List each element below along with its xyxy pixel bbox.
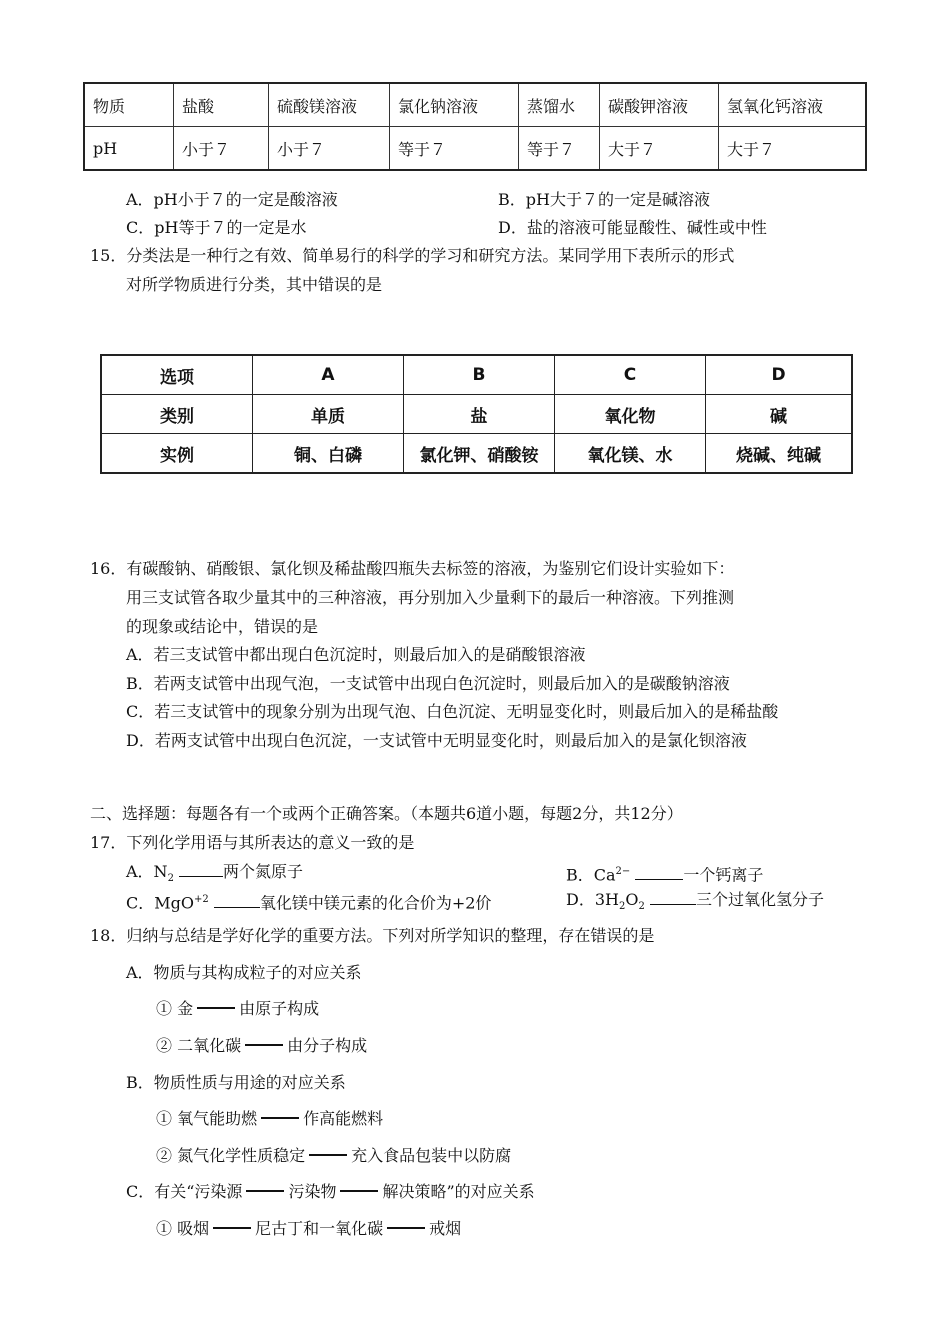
dash-line (387, 1227, 425, 1229)
meaning: 三个过氧化氢分子 (695, 890, 824, 909)
formula: C．MgO (126, 893, 194, 913)
dash-line (309, 1154, 347, 1156)
table-row (101, 355, 852, 395)
blank-line (179, 862, 223, 877)
q17-option-c (126, 889, 491, 914)
item-left: ② 二氧化碳 (156, 1036, 242, 1055)
table-cell: 小于７ (269, 127, 390, 171)
table-cell: 物质 (84, 83, 174, 127)
table-cell: 氯化钾、硝酸铵 (404, 434, 555, 474)
table-cell: C (555, 355, 706, 395)
table-cell: 碱 (706, 395, 853, 434)
dash-line (197, 1007, 235, 1009)
item-right: 解决策略”的对应关系 (382, 1182, 535, 1201)
q18-option-b: B．物质性质与用途的对应关系 (126, 1073, 346, 1092)
q18-b1 (156, 1108, 383, 1130)
item-right: 充入食品包装中以防腐 (351, 1146, 512, 1165)
formula: D．3H (566, 890, 619, 909)
table-cell: 蒸馏水 (519, 83, 600, 127)
superscript: +2 (194, 894, 209, 905)
item-right: 戒烟 (429, 1219, 462, 1238)
item-left: ② 氮气化学性质稳定 (156, 1146, 306, 1165)
blank-line (650, 890, 696, 905)
table-cell: 氢氧化钙溶液 (719, 83, 867, 127)
q16-option-b: B．若两支试管中出现气泡，一支试管中出现白色沉淀时，则最后加入的是碳酸钠溶液 (126, 674, 730, 693)
formula: B．Ca (566, 865, 616, 885)
meaning: 氧化镁中镁元素的化合价为+2价 (259, 893, 492, 913)
subscript: 2 (618, 901, 626, 913)
dash-line (245, 1044, 283, 1046)
table-cell: 实例 (101, 434, 253, 474)
table-cell: 氯化钠溶液 (390, 83, 519, 127)
ph-table-header-row (84, 83, 866, 127)
q16-option-d: D．若两支试管中出现白色沉淀，一支试管中无明显变化时，则最后加入的是氯化钡溶液 (126, 731, 747, 750)
formula: O (625, 890, 639, 909)
q14-option-d: D．盐的溶液可能显酸性、碱性或中性 (498, 218, 767, 237)
meaning: 两个氮原子 (223, 862, 304, 881)
subscript: 2 (638, 901, 645, 913)
q18-option-c (126, 1181, 535, 1203)
table-cell: 盐酸 (174, 83, 269, 127)
table-cell: 等于７ (390, 127, 519, 171)
table-cell: 大于７ (600, 127, 719, 171)
q16-option-c: C．若三支试管中的现象分别为出现气泡、白色沉淀、无明显变化时，则最后加入的是稀盐酸 (126, 702, 779, 721)
table-row (101, 434, 852, 474)
q16-stem-line3: 的现象或结论中，错误的是 (126, 617, 319, 636)
table-cell: 烧碱、纯碱 (706, 434, 853, 474)
dash-line (213, 1227, 251, 1229)
ph-table (83, 82, 867, 171)
item-right: 由分子构成 (287, 1036, 368, 1055)
item-left: ① 吸烟 (156, 1219, 210, 1238)
item-right: 作高能燃料 (303, 1109, 384, 1128)
blank-line (214, 893, 260, 908)
table-cell: 单质 (253, 395, 404, 434)
q18-b2 (156, 1145, 511, 1167)
superscript: 2− (615, 866, 631, 877)
q18-a1 (156, 998, 319, 1020)
table-cell: 氧化物 (555, 395, 706, 434)
item-middle: 尼古丁和一氧化碳 (255, 1219, 384, 1238)
classification-table (100, 354, 853, 474)
q14-option-b: B．pH大于７的一定是碱溶液 (498, 190, 710, 209)
section2-heading: 二、选择题：每题各有一个或两个正确答案。（本题共6道小题，每题2分，共12分） (90, 804, 683, 823)
q17-option-b (566, 861, 763, 886)
table-cell: 碳酸钾溶液 (600, 83, 719, 127)
q18-stem: 18．归纳与总结是学好化学的重要方法。下列对所学知识的整理，存在错误的是 (90, 926, 655, 945)
blank-line (635, 865, 683, 880)
item-middle: 污染物 (288, 1182, 337, 1201)
table-cell: A (253, 355, 404, 395)
table-cell: D (706, 355, 853, 395)
table-cell: pH (84, 127, 174, 171)
q17-option-d (566, 889, 824, 918)
q14-option-c: C．pH等于７的一定是水 (126, 218, 307, 237)
table-cell: 盐 (404, 395, 555, 434)
table-cell: 大于７ (719, 127, 867, 171)
table-cell: 小于７ (174, 127, 269, 171)
table-cell: 等于７ (519, 127, 600, 171)
item-right: 由原子构成 (239, 999, 320, 1018)
table-cell: 氧化镁、水 (555, 434, 706, 474)
table-row (101, 395, 852, 434)
item-left: ① 金 (156, 999, 194, 1018)
dash-line (261, 1117, 299, 1119)
q16-stem-line2: 用三支试管各取少量其中的三种溶液，再分别加入少量剩下的最后一种溶液。下列推测 (126, 588, 735, 607)
q17-stem: 17．下列化学用语与其所表达的意义一致的是 (90, 833, 415, 852)
q15-stem-line1: 15．分类法是一种行之有效、简单易行的科学的学习和研究方法。某同学用下表所示的形式 (90, 246, 735, 265)
table-cell: 类别 (101, 395, 253, 434)
q18-option-a: A．物质与其构成粒子的对应关系 (126, 963, 362, 982)
q14-option-a: A．pH小于７的一定是酸溶液 (126, 190, 338, 209)
q17-option-a (126, 861, 303, 890)
item-left: C．有关“污染源 (126, 1182, 243, 1201)
q18-a2 (156, 1035, 367, 1057)
formula: A．N (126, 862, 168, 881)
table-cell: 铜、白磷 (253, 434, 404, 474)
q16-stem-line1: 16．有碳酸钠、硝酸银、氯化钡及稀盐酸四瓶失去标签的溶液，为鉴别它们设计实验如下： (90, 559, 735, 578)
subscript: 2 (167, 873, 174, 885)
q15-stem-line2: 对所学物质进行分类，其中错误的是 (126, 275, 383, 294)
ph-table-value-row (84, 127, 866, 171)
q18-c1 (156, 1218, 461, 1240)
meaning: 一个钙离子 (683, 865, 764, 885)
dash-line (340, 1190, 378, 1192)
dash-line (246, 1190, 284, 1192)
item-left: ① 氧气能助燃 (156, 1109, 258, 1128)
table-cell: B (404, 355, 555, 395)
q16-option-a: A．若三支试管中都出现白色沉淀时，则最后加入的是硝酸银溶液 (126, 645, 586, 664)
table-cell: 硫酸镁溶液 (269, 83, 390, 127)
table-cell: 选项 (101, 355, 253, 395)
